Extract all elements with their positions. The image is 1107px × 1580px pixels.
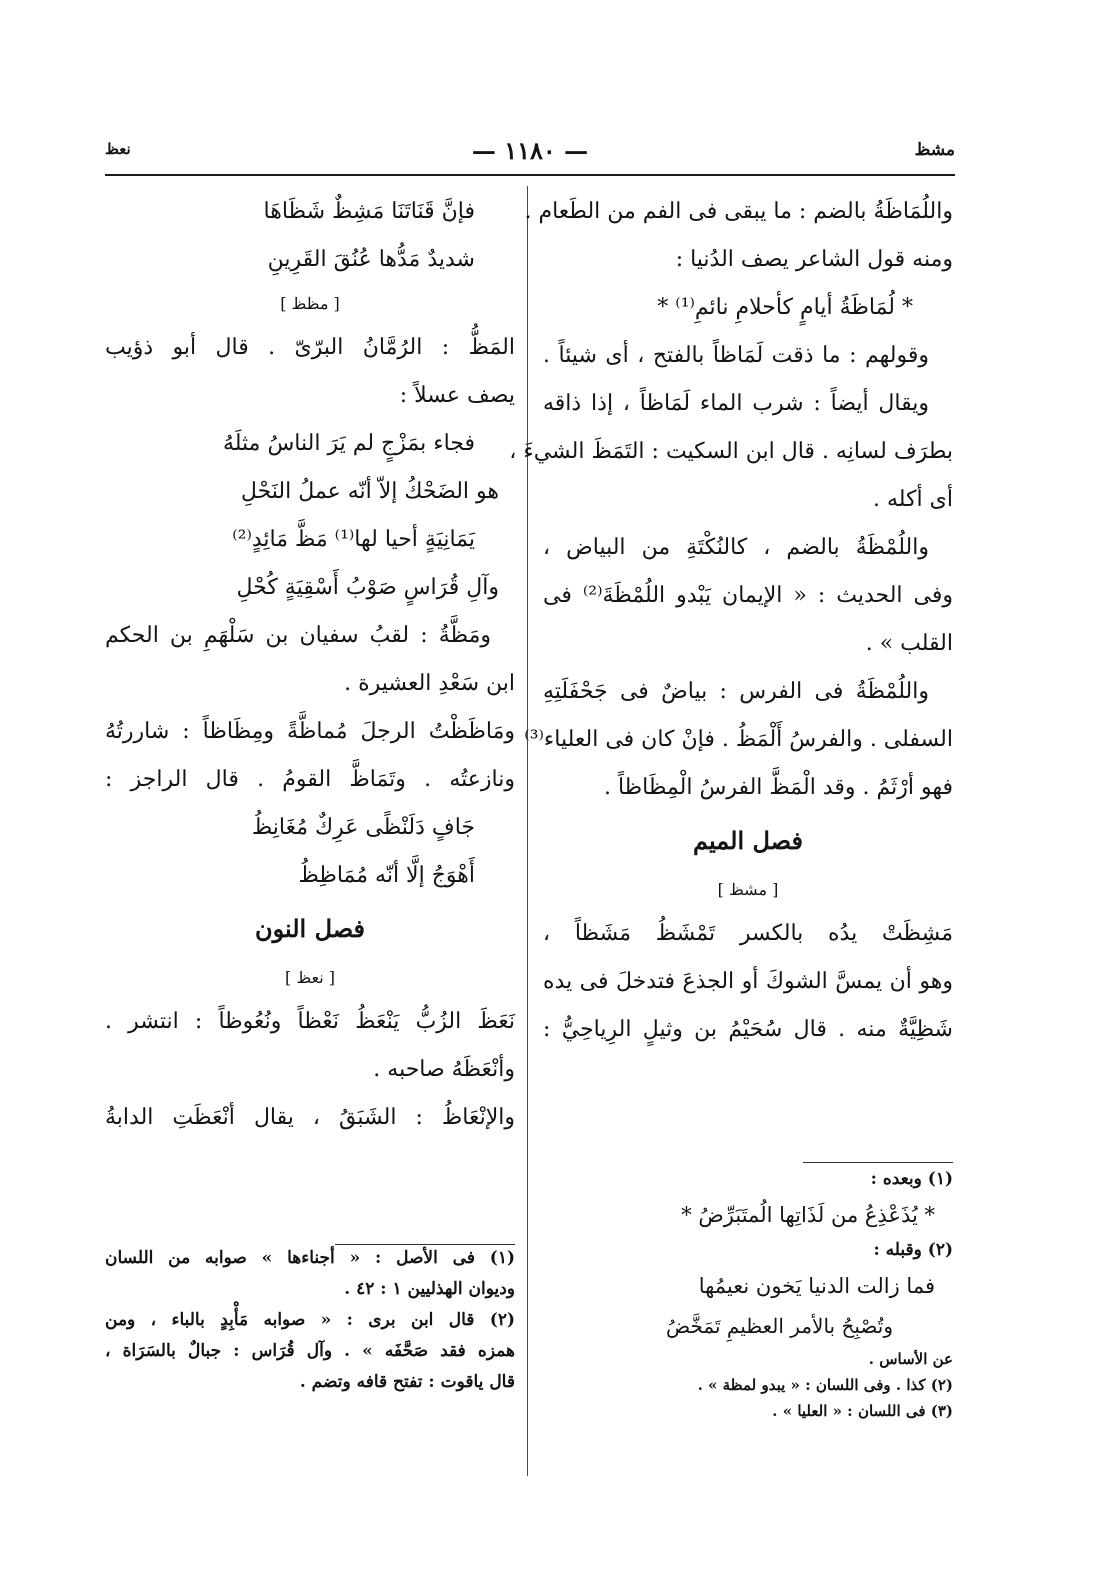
verse-line: وآلِ قُرَاسٍ صَوْبُ أَسْقِيَةٍ كُحْلِ — [236, 575, 499, 600]
text-line: ويقال أيضاً : شرب الماء لَمَاظاً ، إذا ذاقه — [543, 391, 929, 416]
verse-line: * لُمَاظَةُ أيامٍ كأحلامِ نائمِ⁽¹⁾ * — [657, 295, 913, 320]
verse-line: يَمَانِيَةٍ أحيا لها⁽¹⁾ مَظَّ مَائِدٍ⁽²⁾ — [232, 527, 475, 552]
verse-line: أَهْوَجُ إلَّا أنّه مُمَاظِظُ — [298, 863, 475, 888]
header-rule — [105, 174, 955, 176]
verse-line: شديدٌ مَدُّها عُنُقَ القَرِينِ — [267, 247, 475, 272]
text-line: ومَاظَظْتُ الرجلَ مُماظَّةً ومِظَاظاً : شاررتُهُ — [105, 719, 515, 744]
text-line: السفلى . والفرسُ أَلْمَظُ . فإنْ كان فى العلياء⁽³⁾ — [524, 727, 953, 752]
text-line: أى أكله . — [873, 487, 953, 512]
text-line: وقولهم : ما ذقت لَمَاظاً بالفتح ، أى شيئاً . — [543, 343, 929, 368]
left-column-text — [105, 188, 515, 1142]
text-line: واللُمْظَةُ بالضم ، كالنُكْتَةِ من البياض ، — [543, 535, 929, 560]
footnote-rule — [803, 1162, 953, 1163]
footnote: (٣) فى اللسان : « العليا » . — [772, 1402, 953, 1420]
text-line: وفى الحديث : « الإيمان يَبْدو اللُمْظَةَ⁽²⁾ فى — [543, 583, 953, 608]
verse-line: هو الضَحْكُ إلاّ أنّه عملُ النَحْلِ — [240, 479, 499, 504]
text-line: بطرَف لسانِه . قال ابن السكيت : التَمَظَ الشيءَ ، — [509, 439, 953, 464]
footnote: وديوان الهذليين ١ : ٤٢ . — [344, 1279, 515, 1299]
text-line: فهو أرْثَمُ . وقد الْمَظَّ الفرسُ الْمِظَاظاً . — [603, 775, 953, 800]
page-header — [105, 136, 955, 172]
footnote: (٢) قال ابن برى : « صوابه مَأْبِدٍ بالباء ، ومن — [105, 1310, 515, 1330]
verse-line: فجاء بمَزْجٍ لم يَرَ الناسُ مثلَهُ — [222, 431, 475, 456]
verse-line: فإنَّ قَنَاتَنَا مَشِظٌ شَظَاهَا — [263, 199, 475, 224]
text-line: واللُمْظَةُ فى الفرس : بياضٌ فى جَحْفَلَتِهِ — [543, 679, 929, 704]
footnote: همزه فقد صَحَّفَه » . وآل قُرَاس : جبالٌ بالسَرَاة ، — [105, 1341, 515, 1361]
left-footnotes — [105, 1243, 515, 1398]
text-line: القلب » . — [865, 631, 953, 656]
verse-line: جَافٍ دَلَنْظًى عَرِكٌ مُغَانِظُ — [251, 815, 475, 840]
text-line: ومنه قول الشاعر يصف الدُنيا : — [675, 247, 953, 272]
text-line: وأنْعَظَهُ صاحبه . — [373, 1057, 515, 1082]
text-line: واللُمَاظَةُ بالضم : ما يبقى فى الفم من الطَعام . — [524, 199, 953, 224]
text-line: نَعَظَ الزُبُّ يَنْعَظُ نَعْظاً ونُعُوظاً : انتشر . — [105, 1009, 515, 1034]
section-heading: فصل الميم — [693, 826, 803, 855]
entry-tag: [ نعظ ] — [284, 968, 335, 987]
footnote: (٢) وقبله : — [873, 1240, 953, 1260]
text-line: ونازعتُه . وتَمَاظَّ القومُ . قال الراجز : — [105, 767, 515, 792]
footnote: (١) وبعده : — [870, 1169, 953, 1189]
header-left-entry: نعظ — [105, 140, 131, 158]
footnote-verse: وتُصْبِحُ بالأمر العظيمِ تَمَخَّضُ — [666, 1314, 893, 1338]
right-footnotes — [543, 1164, 953, 1424]
text-line: ابن سَعْدِ العشيرة . — [344, 671, 515, 696]
right-column-text — [509, 188, 953, 1054]
text-line: وهو أن يمسَّ الشوكَ أو الجذعَ فتدخلَ فى يده — [543, 969, 953, 994]
entry-tag: [ مظظ ] — [280, 294, 340, 313]
text-line: المَظُّ : الرُمَّانُ البرّىّ . قال أبو ذؤيب — [105, 335, 515, 360]
footnote-verse: فما زالت الدنيا يَخون نعيمُها — [698, 1274, 935, 1298]
footnote: قال ياقوت : تفتح قافه وتضم . — [299, 1372, 515, 1392]
entry-tag: [ مشظ ] — [717, 880, 779, 899]
page-number: — ١١٨٠ — — [471, 136, 589, 165]
column-divider — [527, 186, 528, 1476]
header-right-entry: مشظ — [914, 140, 955, 160]
text-line: شَظِيَّةٌ منه . قال سُحَيْمُ بن وثيلٍ الرِياحِيُّ : — [543, 1017, 953, 1042]
footnote: (٢) كذا . وفى اللسان : « يبدو لمظة » . — [697, 1376, 953, 1394]
footnote: عن الأساس . — [868, 1350, 953, 1368]
section-heading: فصل النون — [254, 914, 366, 943]
text-line: يصف عسلاً : — [399, 383, 515, 408]
footnote-verse: * يُذَعْذِعُ من لَذَاتِها الُمتَبَرِّضُ * — [681, 1203, 935, 1227]
text-line: مَشِظَتْ يدُه بالكسر تَمْشَظُ مَشَظاً ، — [543, 921, 953, 946]
footnote: (١) فى الأصل : « أجناءها » صوابه من اللسان — [105, 1248, 515, 1268]
text-line: ومَظَّةُ : لقبُ سفيان بن سَلْهَمِ بن الحكم — [105, 623, 491, 648]
text-line: والإنْعَاظُ : الشَبَقُ ، يقال أنْعَظَتِ الدابةُ — [105, 1105, 515, 1130]
